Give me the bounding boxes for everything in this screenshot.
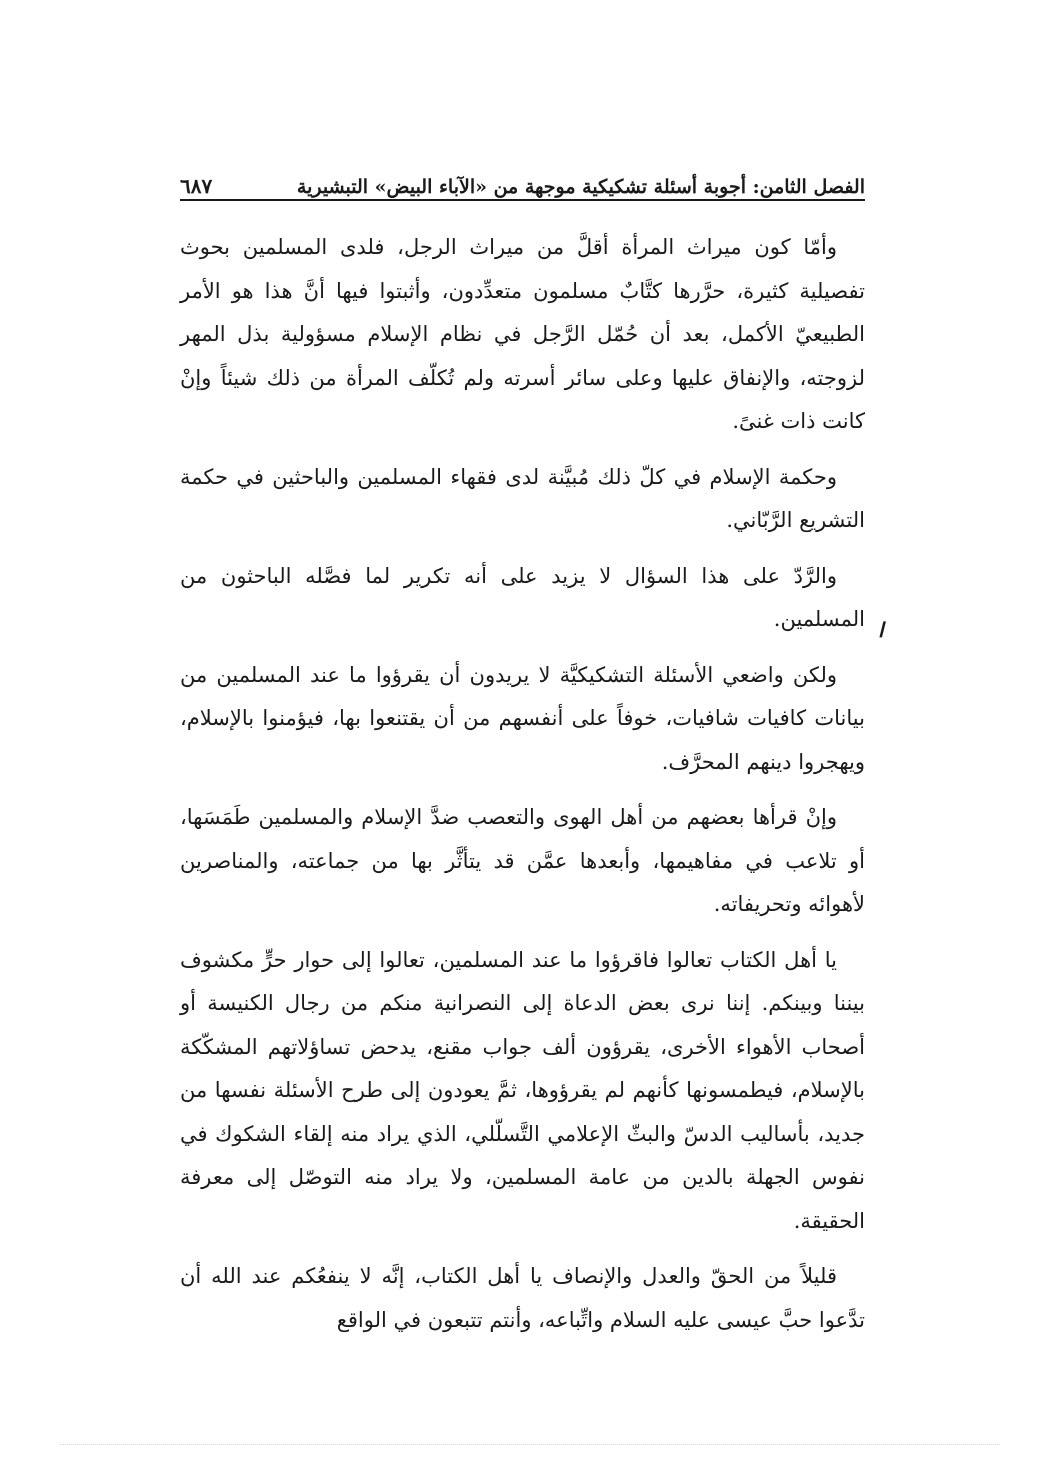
paragraph-fairness: قليلاً من الحقّ والعدل والإنصاف يا أهل الكتاب، إنَّه لا ينفعُكم عند الله أن تدَّعوا حبَّ عيسى عليه السلام واتِّباعه، وأنتم تتبعون في الواقع	[180, 1264, 865, 1332]
scan-edge-line	[60, 1444, 1000, 1445]
paragraph-invitation: يا أهل الكتاب تعالوا فاقرؤوا ما عند المسلمين، تعالوا إلى حوار حرٍّ مكشوف بيننا وبينكم. إننا نرى بعض الدعاة إلى النصرانية منكم من رجال الكنيسة أو أصحاب الأهواء الأخرى، يقرؤون ألف جواب مقنع، يدحض تساؤلاتهم المشكّكة بالإسلام، فيطمسونها كأنهم لم يقرؤوها، ثمَّ يعودون إلى طرح الأسئلة نفسها من جديد، بأساليب الدسّ والبثّ الإعلامي التَّسلّلي، الذي يراد منه إلقاء الشكوك في نفوس الجهلة بالدين من عامة المسلمين، ولا يراد منه التوصّل إلى معرفة الحقيقة.	[180, 947, 865, 1233]
running-header	[180, 160, 865, 198]
chapter-title: الفصل الثامن: أجوبة أسئلة تشكيكية موجهة من «الآباء البيض» التبشيرية	[296, 176, 865, 198]
paragraph-inheritance: وأمّا كون ميراث المرأة أقلَّ من ميراث الرجل، فلدى المسلمين بحوث تفصيلية كثيرة، حرَّرها كتَّابٌ مسلمون متعدِّدون، وأثبتوا فيها أنَّ هذا هو الأمر الطبيعيّ الأكمل، بعد أن حُمّل الرَّجل في نظام الإسلام مسؤولية بذل المهر لزوجته، والإنفاق عليها وعلى سائر أسرته ولم تُكلّف المرأة من ذلك شيئاً وإنْ كانت ذات غنىً.	[180, 235, 865, 433]
paragraph-wisdom: وحكمة الإسلام في كلّ ذلك مُبيَّنة لدى فقهاء المسلمين والباحثين في حكمة التشريع الرَّبّاني.	[180, 464, 865, 532]
margin-mark: ا	[878, 618, 884, 642]
paragraph-distortion: وإنْ قرأها بعضهم من أهل الهوى والتعصب ضدَّ الإسلام والمسلمين طَمَسَها، أو تلاعب في مفاهيمها، وأبعدها عمَّن قد يتأثَّر بها من جماعته، والمناصرين لأهوائه وتحريفاته.	[180, 805, 865, 916]
paragraph-reply: والرَّدّ على هذا السؤال لا يزيد على أنه تكرير لما فصَّله الباحثون من المسلمين.	[180, 563, 865, 631]
paragraph-authors: ولكن واضعي الأسئلة التشكيكيَّة لا يريدون أن يقرؤوا ما عند المسلمين من بيانات كافيات شافيات، خوفاً على أنفسهم من أن يقتنعوا بها، فيؤمنوا بالإسلام، ويهجروا دينهم المحرَّف.	[180, 662, 865, 774]
page-number: ٦٨٧	[180, 174, 213, 198]
header-rule	[180, 199, 865, 201]
body-text	[180, 226, 865, 1354]
